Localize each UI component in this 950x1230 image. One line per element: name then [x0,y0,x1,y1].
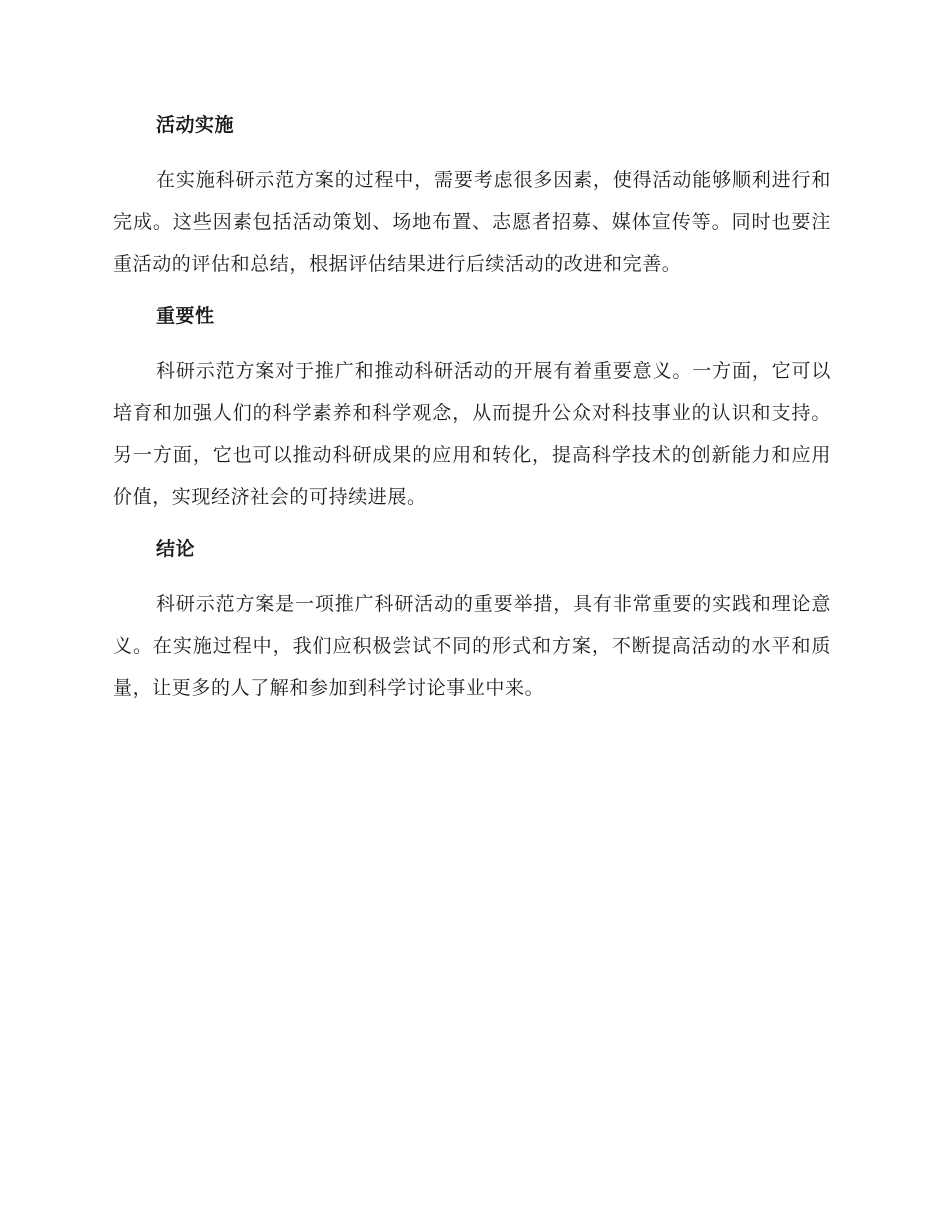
section-paragraph: 科研示范方案是一项推广科研活动的重要举措，具有非常重要的实践和理论意义。在实施过程中，我们应积极尝试不同的形式和方案，不断提高活动的水平和质量，让更多的人了解和参加到科学讨论事业中来。 [113,593,831,699]
section-paragraph: 在实施科研示范方案的过程中，需要考虑很多因素，使得活动能够顺利进行和完成。这些因素包括活动策划、场地布置、志愿者招募、媒体宣传等。同时也要注重活动的评估和总结，根据评估结果进行后续活动的改进和完善。 [113,169,831,275]
section-paragraph: 科研示范方案对于推广和推动科研活动的开展有着重要意义。一方面，它可以培育和加强人们的科学素养和科学观念，从而提升公众对科技事业的认识和支持。另一方面，它也可以推动科研成果的应用和转化，提高科学技术的创新能力和应用价值，实现经济社会的可持续进展。 [113,360,831,508]
section-heading: 结论 [156,538,196,560]
section-conclusion [113,532,831,709]
section-heading: 活动实施 [156,114,235,136]
document-page [113,108,831,723]
section-implementation [113,108,831,285]
section-importance [113,299,831,518]
section-heading: 重要性 [156,305,215,327]
